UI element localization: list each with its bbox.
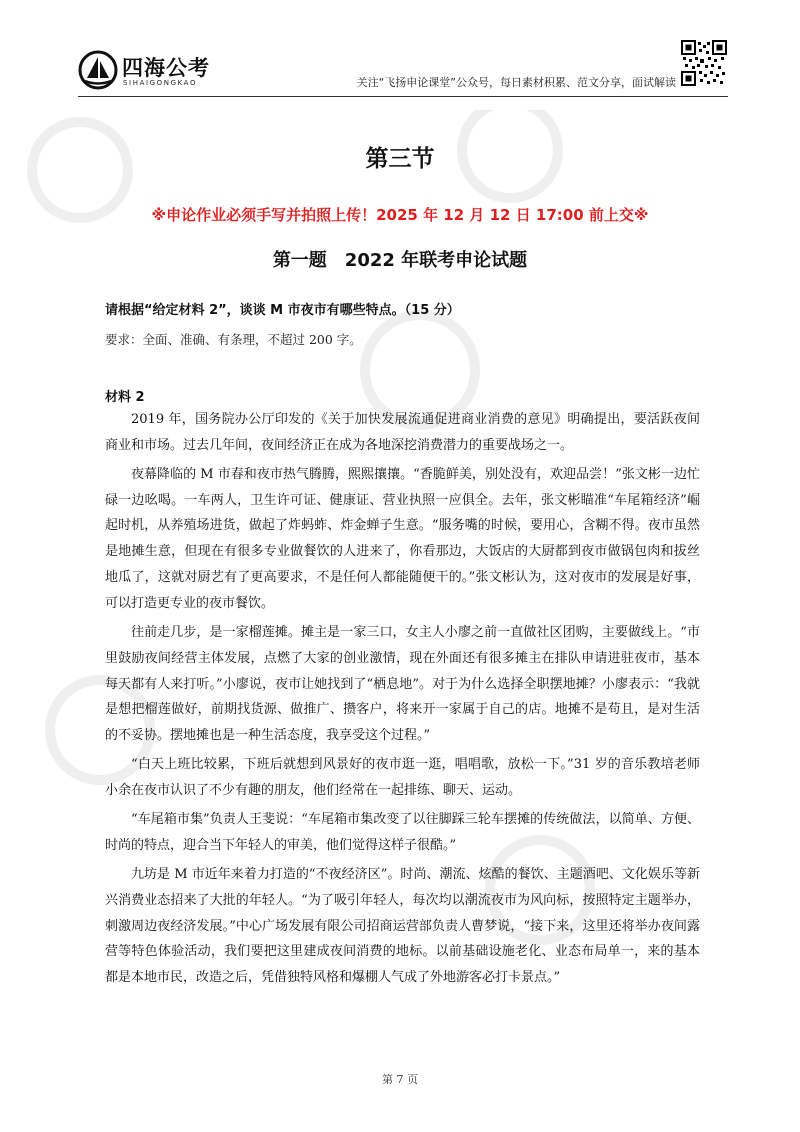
qr-code-icon [681, 40, 727, 86]
paragraph: 夜幕降临的 M 市春和夜市热气腾腾，熙熙攘攘。“香脆鲜美，别处没有，欢迎品尝！”张文彬一边忙碌一边吆喝。一车两人，卫生许可证、健康证、营业执照一应俱全。去年，张文彬瞄准“车尾箱经济”崛起时机，从养殖场进货，做起了炸蚂蚱、炸金蝉子生意。“服务嘴的时候，要用心，含糊不得。夜市虽然是地摊生意，但现在有很多专业做餐饮的人进来了，你看那边，大饭店的大厨都到夜市做锅包肉和拔丝地瓜了，这就对厨艺有了更高要求，不是任何人都能随便干的。”张文彬认为，这对夜市的发展是好事，可以打造更专业的夜市餐饮。 [105, 466, 700, 611]
sailboat-logo-icon [78, 50, 118, 90]
page-number: 第 7 页 [382, 1073, 418, 1086]
material-label: 材料 2 [105, 390, 145, 405]
paragraph: “白天上班比较累，下班后就想到风景好的夜市逛一逛，唱唱歌，放松一下。”31 岁的音乐教培老师小余在夜市认识了不少有趣的朋友，他们经常在一起排练、聊天、运动。 [105, 757, 700, 799]
answer-requirement: 要求：全面、准确、有条理，不超过 200 字。 [105, 332, 362, 347]
brand-name: 四海公考 [122, 56, 210, 80]
material-body [105, 407, 700, 994]
paragraph: 往前走几步，是一家榴莲摊。摊主是一家三口，女主人小廖之前一直做社区团购，主要做线上。“市里鼓励夜间经营主体发展，点燃了大家的创业激情，现在外面还有很多摊主在排队申请进驻夜市，基本每天都有人来打听。”小廖说，夜市让她找到了“栖息地”。对于为什么选择全职摆地摊？小廖表示：“我就是想把榴莲做好，前期找货源、做推广、攒客户，将来开一家属于自己的店。地摊不是苟且，是对生活的不妥协。摆地摊也是一种生活态度，我享受这个过程。” [105, 624, 700, 744]
brand-subtitle: SIHAIGONGKAO [123, 79, 198, 87]
section-title: 第三节 [365, 146, 435, 172]
paragraph: “车尾箱市集”负责人王斐说：“车尾箱市集改变了以往脚踩三轮车摆摊的传统做法，以简单、方便、时尚的特点，迎合当下年轻人的审美，他们觉得这样子很酷。” [105, 812, 700, 853]
paragraph: 2019 年，国务院办公厅印发的《关于加快发展流通促进商业消费的意见》明确提出，要活跃夜间商业和市场。过去几年间，夜间经济正在成为各地深挖消费潜力的重要战场之一。 [105, 412, 700, 453]
paragraph: 九坊是 M 市近年来着力打造的“不夜经济区”。时尚、潮流、炫酷的餐饮、主题酒吧、文化娱乐等新兴消费业态招来了大批的年轻人。“为了吸引年轻人，每次均以潮流夜市为风向标，按照特定主题举办，刺激周边夜经济发展。”中心广场发展有限公司招商运营部负责人曹梦说，“接下来，这里还将举办夜间露营等特色体验活动，我们要把这里建成夜间消费的地标。以前基础设施老化、业态布局单一，来的基本都是本地市民，改造之后，凭借独特风格和爆棚人气成了外地游客必打卡景点。” [105, 867, 700, 986]
question-title: 第一题 2022 年联考申论试题 [272, 250, 528, 271]
header-divider [78, 96, 728, 97]
page-header [78, 40, 728, 96]
question-prompt: 请根据“给定材料 2”，谈谈 M 市夜市有哪些特点。（15 分） [105, 303, 460, 318]
header-note: 关注“飞扬申论课堂”公众号，每日素材积累、范文分享，面试解读 [356, 76, 676, 89]
submission-notice: ※申论作业必须手写并拍照上传！2025 年 12 月 12 日 17:00 前上交※ [151, 206, 649, 224]
